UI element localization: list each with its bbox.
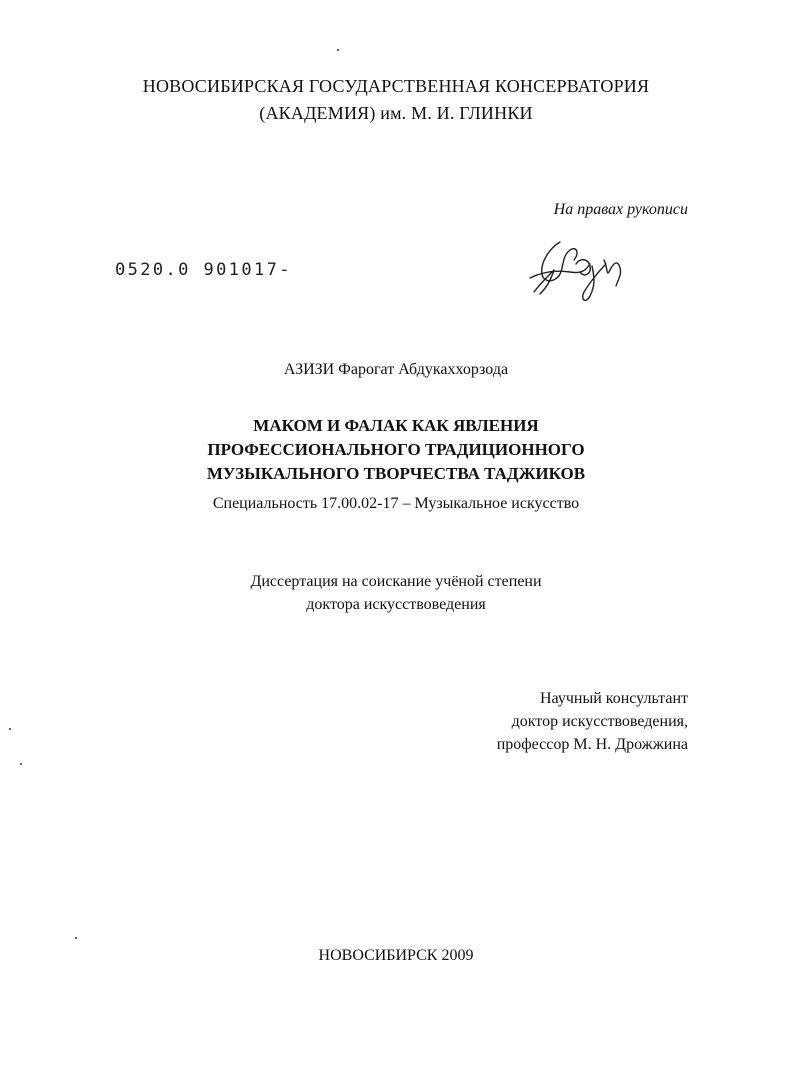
scan-speck bbox=[75, 937, 77, 939]
scan-speck bbox=[9, 728, 11, 730]
title-line-1: МАКОМ И ФАЛАК КАК ЯВЛЕНИЯ bbox=[253, 416, 539, 435]
degree-line-2: доктора искусствоведения bbox=[306, 596, 486, 613]
degree-line-1: Диссертация на соискание учёной степени bbox=[250, 573, 542, 590]
consultant-line-1: Научный консультант bbox=[540, 690, 688, 707]
institution-name bbox=[0, 73, 792, 127]
catalog-stamp: 0520.0 901017- bbox=[115, 260, 292, 280]
handwritten-signature bbox=[520, 230, 635, 310]
specialty-line: Специальность 17.00.02-17 – Музыкальное искусство bbox=[212, 495, 580, 512]
scan-speck bbox=[20, 763, 22, 765]
institution-line-1: НОВОСИБИРСКАЯ ГОСУДАРСТВЕННАЯ КОНСЕРВАТОРИЯ bbox=[142, 76, 650, 96]
author-name: АЗИЗИ Фарогат Абдукаххорзода bbox=[283, 361, 509, 378]
title-line-3: МУЗЫКАЛЬНОГО ТВОРЧЕСТВА ТАДЖИКОВ bbox=[206, 464, 586, 483]
consultant-line-3: профессор М. Н. Дрожжина bbox=[496, 736, 688, 753]
dissertation-title bbox=[0, 414, 792, 486]
scientific-consultant bbox=[497, 687, 688, 756]
consultant-line-2: доктор искусствоведения, bbox=[511, 713, 688, 730]
scan-speck bbox=[337, 49, 339, 51]
city-year: НОВОСИБИРСК 2009 bbox=[318, 947, 474, 964]
dissertation-degree bbox=[0, 570, 792, 616]
institution-line-2: (АКАДЕМИЯ) им. М. И. ГЛИНКИ bbox=[259, 103, 533, 123]
title-line-2: ПРОФЕССИОНАЛЬНОГО ТРАДИЦИОННОГО bbox=[207, 440, 585, 459]
manuscript-rights-note: На правах рукописи bbox=[553, 201, 688, 218]
